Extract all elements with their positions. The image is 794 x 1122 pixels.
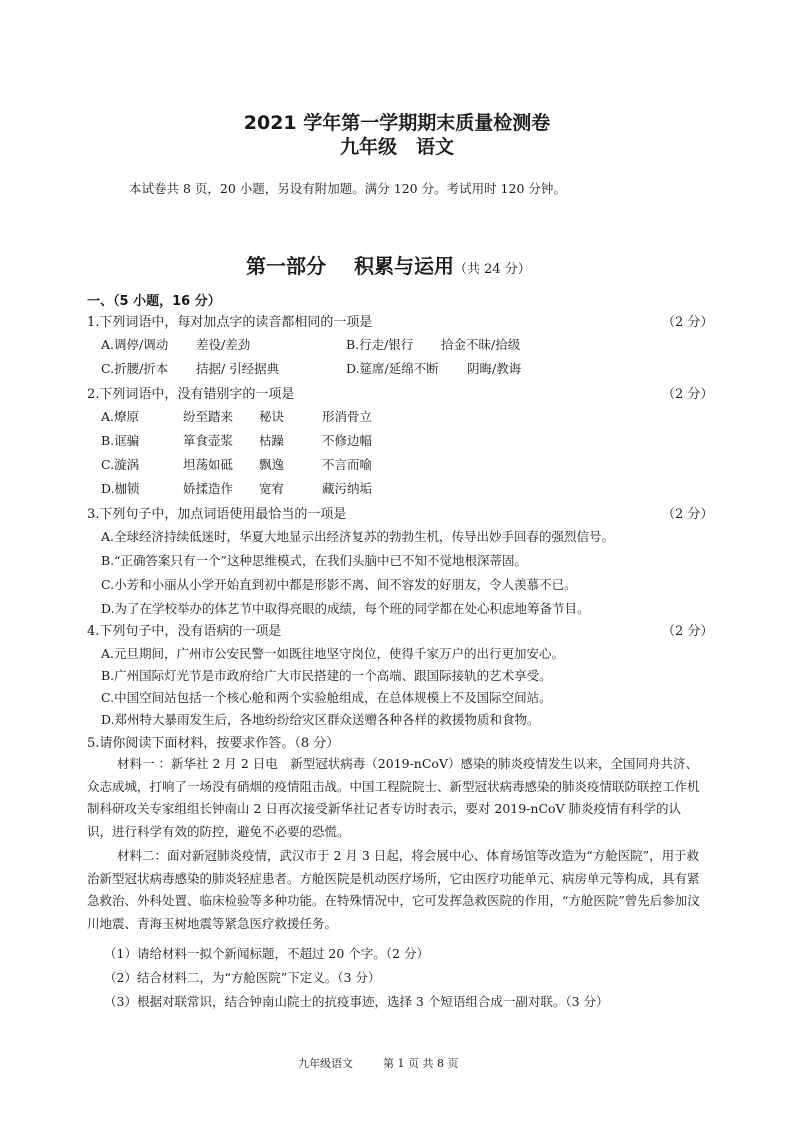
question-5-sub-3: （3）根据对联常识，结合钟南山院士的抗疫事迹，选择 3 个短语组合成一副对联。（3 分）: [104, 994, 609, 1009]
question-3-option-d: D.为了在学校举办的体艺节中取得亮眼的成绩，每个班的同学都在处心积虑地筹备节目。: [101, 601, 590, 616]
question-4-stem: 4.下列句子中，没有语病的一项是: [87, 624, 282, 639]
question-2-option-b: B.诓骗 箪食壶浆 枯躁 不修边幅: [101, 433, 373, 448]
question-2-score: （2 分）: [662, 387, 714, 402]
exam-subtitle: 九年级 语文: [339, 136, 454, 158]
question-5-sub-1: （1）请给材料一拟个新闻标题，不超过 20 个字。（2 分）: [104, 946, 429, 961]
question-1-score: （2 分）: [662, 315, 714, 330]
part-points: （共 24 分）: [454, 262, 531, 277]
question-1-option-d: D.筵席/延绵不断 阴晦/教诲: [346, 361, 522, 376]
question-5-stem: 5.请你阅读下面材料，按要求作答。（8 分）: [87, 736, 340, 751]
question-3-option-a: A.全球经济持续低迷时，华夏大地显示出经济复苏的勃勃生机，传导出妙手回春的强烈信号。: [101, 529, 615, 544]
question-2-stem: 2.下列词语中，没有错别字的一项是: [87, 387, 295, 402]
question-4-option-b: B.广州国际灯光节是市政府给广大市民搭建的一个高端、跟国际接轨的艺术享受。: [101, 668, 552, 683]
question-3-score: （2 分）: [662, 507, 714, 522]
question-3-option-b: B.“正确答案只有一个”这种思维模式，在我们头脑中已不知不觉地根深蒂固。: [101, 553, 527, 568]
material-1: 材料一 ：新华社 2 月 2 日电 新型冠状病毒（2019-nCoV）感染的肺炎疫情发生以来，全国同舟共济、众志成城，打响了一场没有硝烟的疫情阻击战。中国工程院院士、新型冠状病毒感染的肺炎疫情联防联控工作机制科研攻关专家组组长钟南山 2 日再次接受新华社记者专访时表示，要对 2019-nCoV 肺炎疫情有科学的认识，进行科学有效的防控，避免不必要的恐慌。: [87, 756, 700, 839]
part-name: 积累与运用: [354, 254, 454, 278]
question-5-sub-2: （2）结合材料二，为“方舱医院”下定义。（3 分）: [104, 970, 381, 985]
exam-title: 2021 学年第一学期期末质量检测卷: [243, 112, 551, 134]
question-2-option-a: A.燎原 纷至踏来 秘诀 形消骨立: [101, 409, 373, 424]
exam-intro: 本试卷共 8 页，20 小题，另设有附加题。满分 120 分。考试用时 120 分钟。: [129, 181, 566, 196]
question-4-option-d: D.郑州特大暴雨发生后，各地纷纷给灾区群众送赠各种各样的救援物质和食物。: [101, 712, 540, 727]
question-4-option-a: A.元旦期间，广州市公安民警一如既往地坚守岗位，使得千家万户的出行更加安心。: [101, 646, 565, 661]
question-1-option-a: A.调停/调动 差役/差劲: [101, 337, 251, 352]
part-number: 第一部分: [246, 254, 326, 278]
question-4-score: （2 分）: [662, 624, 714, 639]
material-2: 材料二：面对新冠肺炎疫情，武汉市于 2 月 3 日起，将会展中心、体育场馆等改造为“方舱医院”，用于救治新型冠状病毒感染的肺炎轻症患者。方舱医院是机动医疗场所，它由医疗功能单元、病房单元等构成，具有紧急救治、外科处置、临床检验等多种功能。在特殊情况中，它可发挥急救医院的作用，“方舱医院”曾先后参加汶川地震、青海玉树地震等紧急医疗救援任务。: [87, 848, 700, 931]
section-heading: 一、（5 小题，16 分）: [87, 294, 221, 309]
question-1-option-c: C.折腰/折本 拮据/ 引经据典: [101, 361, 280, 376]
page-footer: [298, 1055, 458, 1071]
page-number: 第 1 页 共 8 页: [383, 1057, 459, 1070]
question-3-option-c: C.小芳和小丽从小学开始直到初中都是形影不离、间不容发的好朋友，令人羡慕不已。: [101, 577, 577, 592]
question-1-stem: 1.下列词语中，每对加点字的读音都相同的一项是: [87, 315, 373, 330]
question-3-stem: 3.下列句子中，加点词语使用最恰当的一项是: [87, 507, 347, 522]
footer-subject: 九年级语文: [298, 1057, 353, 1070]
question-2-option-d: D.枷锁 娇揉造作 宽宥 藏污纳垢: [101, 481, 373, 496]
question-2-option-c: C.漩涡 坦荡如砥 飘逸 不言而喻: [101, 457, 373, 472]
question-1-option-b: B.行走/银行 拾金不昧/拾级: [346, 337, 521, 352]
question-4-option-c: C.中国空间站包括一个核心舱和两个实验舱组成，在总体规模上不及国际空间站。: [101, 690, 552, 705]
part-title: [246, 250, 531, 279]
